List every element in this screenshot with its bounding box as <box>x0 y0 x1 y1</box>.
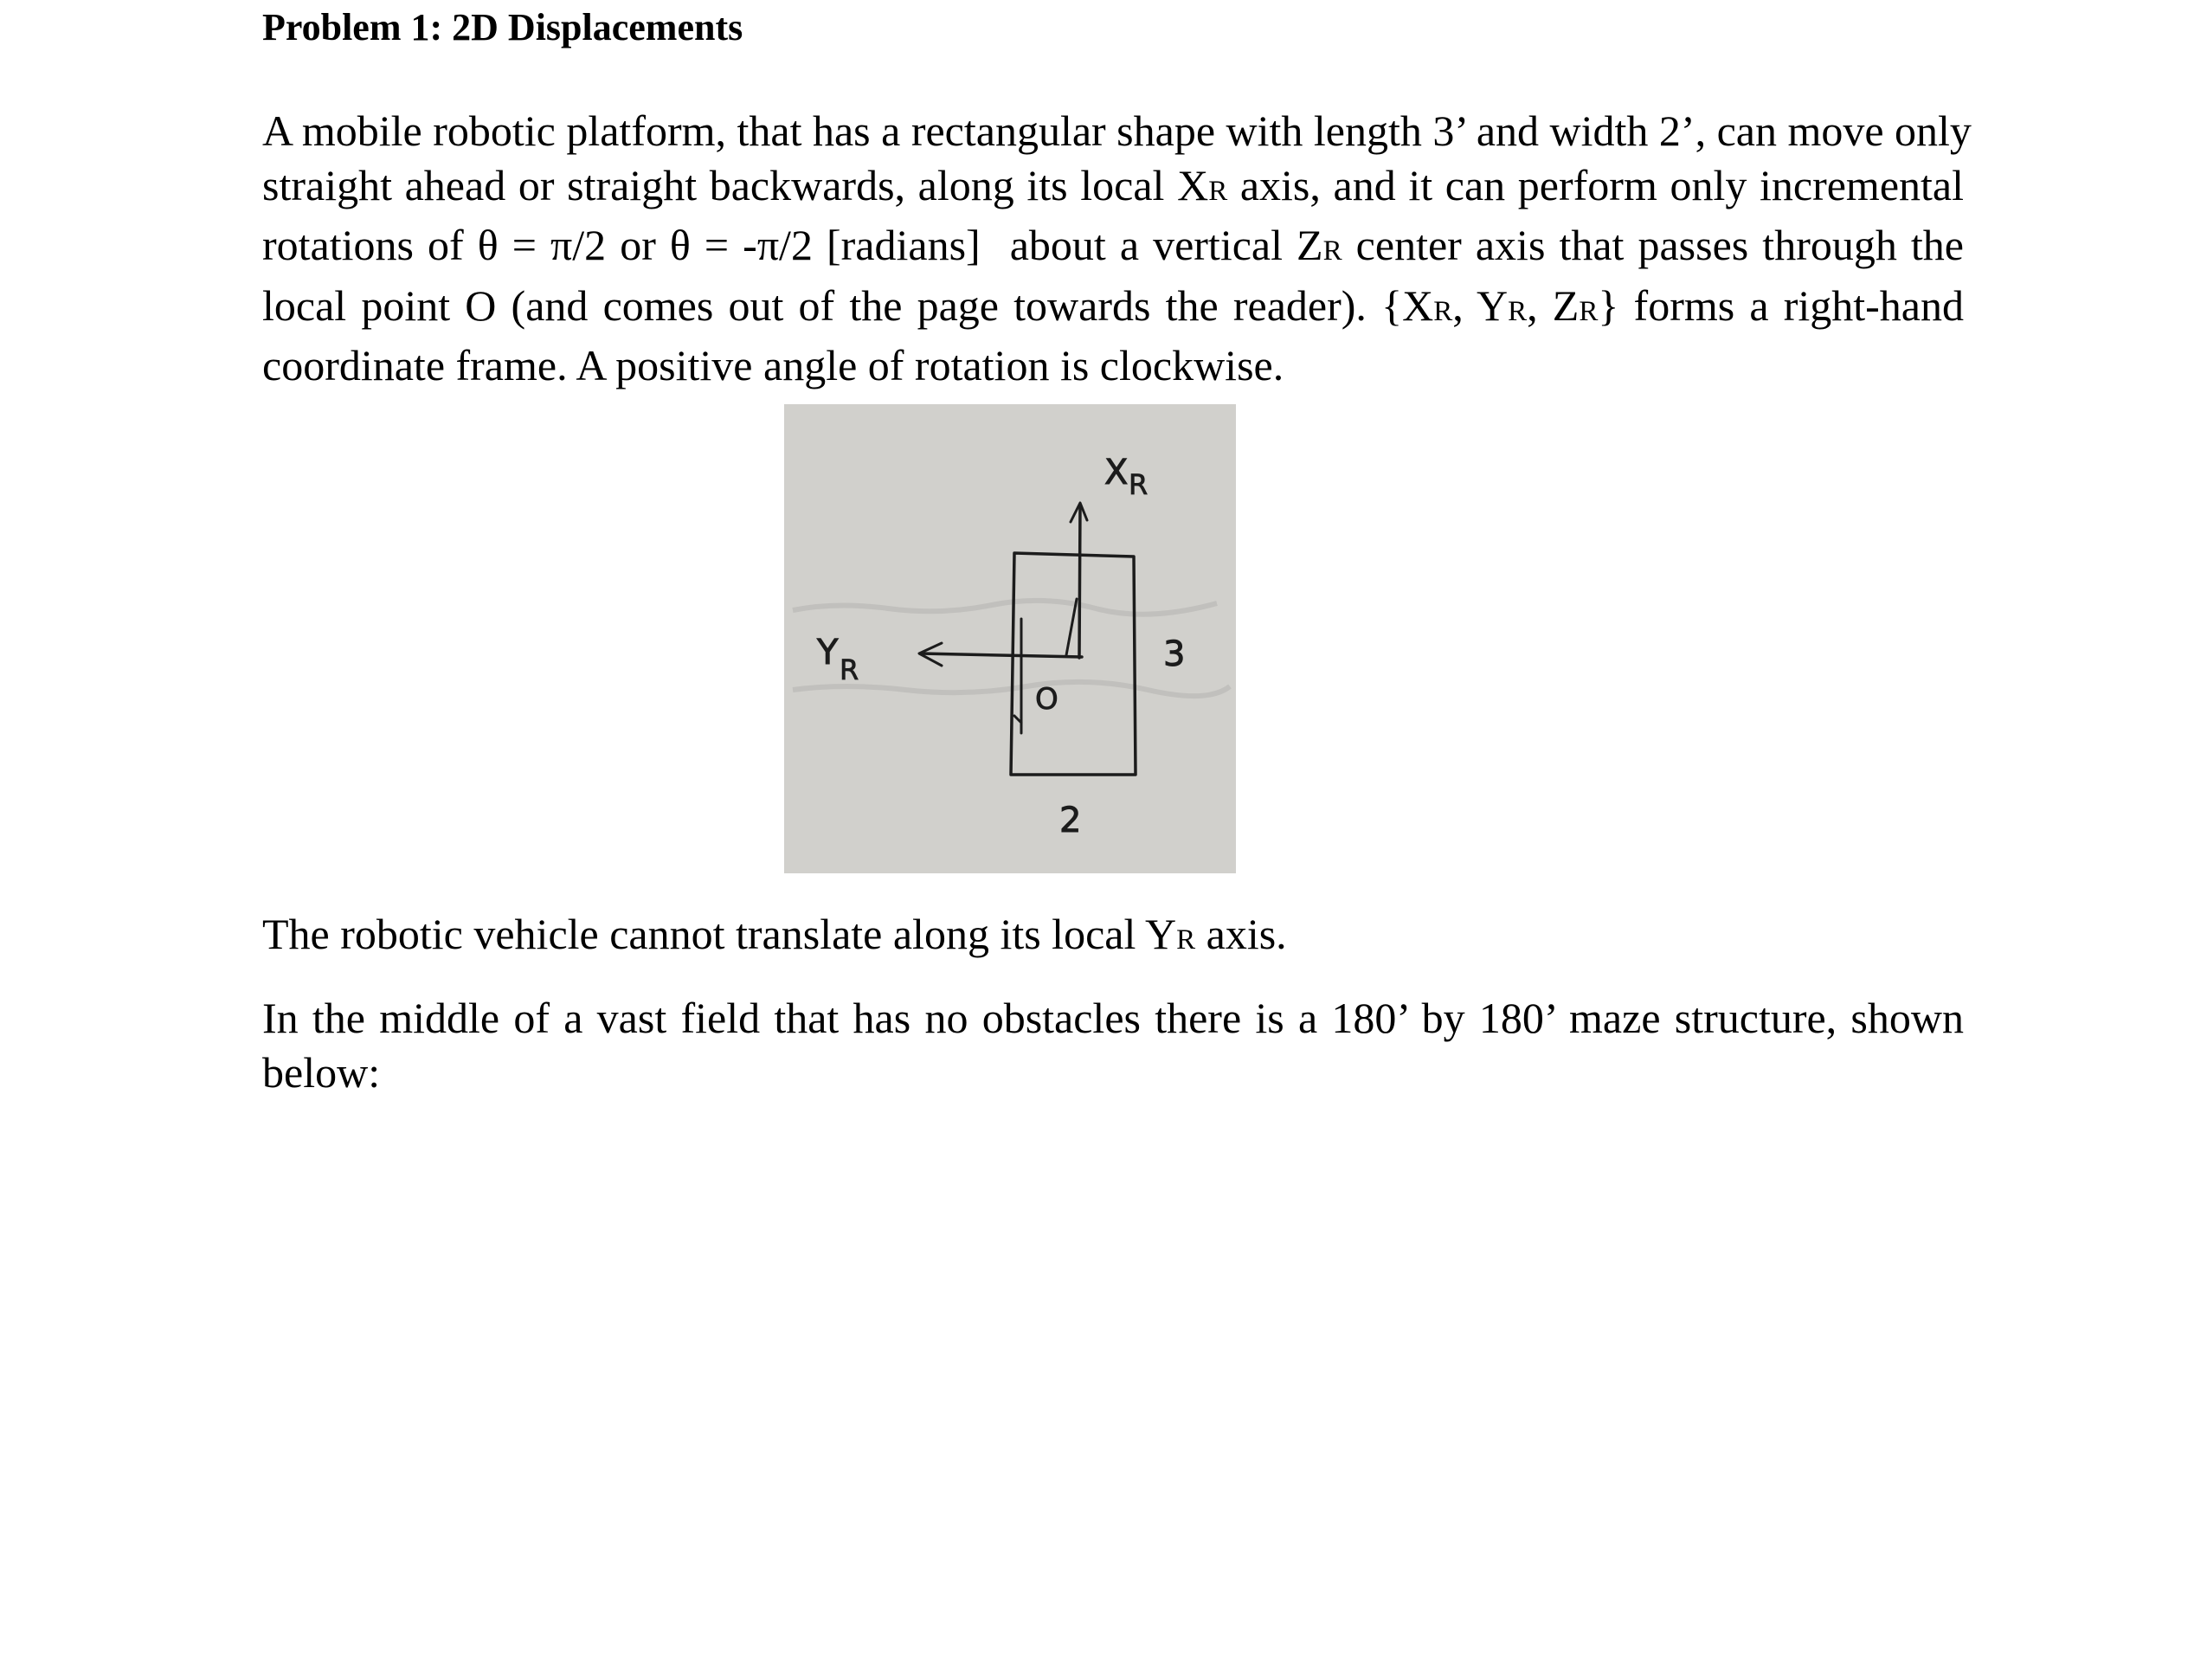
line3-text-b: about a vertical Z <box>1009 221 1323 269</box>
description-line-3 <box>262 218 1964 279</box>
robot-frame-figure <box>784 404 1236 873</box>
subscript-r: R <box>1322 235 1342 267</box>
translation-constraint <box>262 907 1964 968</box>
maze-line-1: In the middle of a vast field that has no obstacles there is a 180’ by 180’ maze structure, shown <box>262 994 1964 1042</box>
y-axis-label: Y <box>817 633 839 673</box>
maze-line-2: below: <box>262 1047 381 1097</box>
length-label: 3 <box>1163 634 1186 674</box>
line2-text-b: axis, and it can perform only incremental <box>1227 160 1964 209</box>
origin-label: O <box>1035 682 1058 717</box>
subscript-r: R <box>1176 924 1196 956</box>
x-axis-label: X <box>1104 453 1129 492</box>
inner-stroke-diagonal <box>1066 599 1077 655</box>
y-axis-line <box>921 653 1082 657</box>
problem-heading: Problem 1: 2D Displacements <box>262 6 743 48</box>
problem-description <box>262 104 1972 393</box>
robot-body-rectangle <box>1011 553 1136 775</box>
line3-text-c: center axis that passes through the <box>1342 221 1964 269</box>
translate-text-a: The robotic vehicle cannot translate along its local Y <box>262 910 1177 958</box>
line4-text-d: } forms a right-hand <box>1598 280 1964 330</box>
translate-text-b: axis. <box>1195 910 1287 958</box>
x-axis-subscript: R <box>1129 468 1149 501</box>
x-axis-line <box>1079 506 1080 658</box>
y-axis-subscript: R <box>840 653 859 686</box>
line4-text-a: local point O (and comes out of the page towards the reader). {X <box>262 280 1434 330</box>
subscript-r: R <box>1433 295 1453 327</box>
subscript-r: R <box>1508 295 1528 327</box>
line3-text-a: rotations of θ = π/2 or θ = -π/2 [radians] <box>262 221 981 269</box>
line2-text-a: straight ahead or straight backwards, along its local X <box>262 160 1209 209</box>
description-line-4 <box>262 279 1964 339</box>
description-line-5: coordinate frame. A positive angle of rotation is clockwise. <box>262 341 1284 389</box>
line4-text-c: , Z <box>1527 280 1580 330</box>
robot-frame-sketch <box>784 404 1236 873</box>
subscript-r: R <box>1579 295 1599 327</box>
subscript-r: R <box>1208 175 1228 207</box>
description-line-2 <box>262 158 1964 219</box>
line4-text-b: , Y <box>1452 280 1509 330</box>
maze-introduction <box>262 991 1964 1099</box>
description-line-1: A mobile robotic platform, that has a rectangular shape with length 3’ and width 2’, can move only <box>262 106 1972 155</box>
width-label: 2 <box>1059 801 1082 840</box>
